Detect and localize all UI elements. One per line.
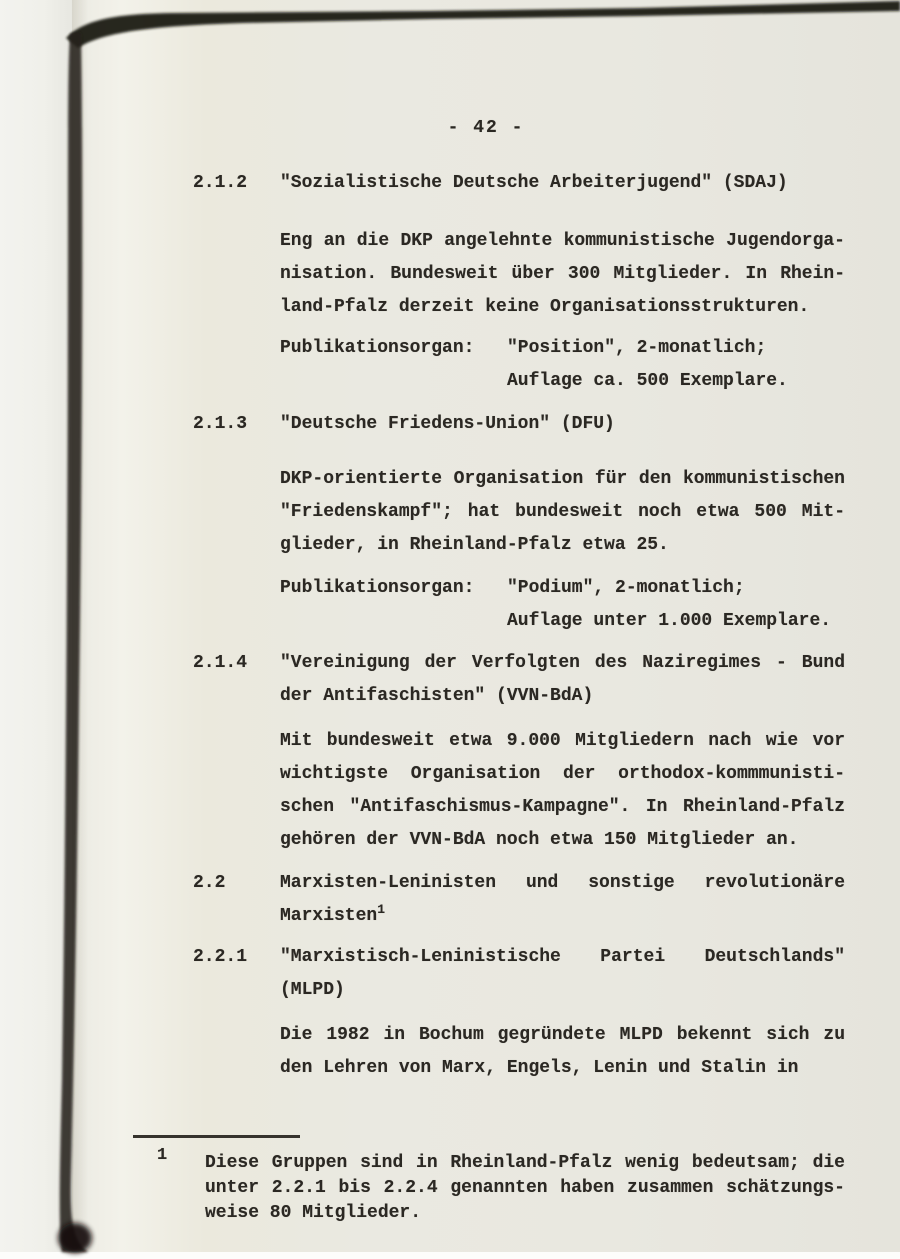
heading-line: "Vereinigung der Verfolgten des Naziregimes - Bund — [280, 653, 845, 673]
body-line: land-Pfalz derzeit keine Organisationsstrukturen. — [280, 297, 810, 317]
body-line: gehören der VVN-BdA noch etwa 150 Mitglieder an. — [280, 830, 799, 850]
body-line: DKP-orientierte Organisation für den kommunistischen — [280, 469, 845, 489]
paragraph — [193, 463, 845, 562]
heading-line: der Antifaschisten" (VVN-BdA) — [280, 686, 594, 706]
section — [193, 408, 845, 441]
publication-value-line: "Position", 2-monatlich; — [507, 338, 767, 358]
section-number: 2.1.4 — [193, 653, 248, 673]
section-number: 2.2 — [193, 873, 226, 893]
body-line: Eng an die DKP angelehnte kommunistische Jugendorga- — [280, 231, 845, 251]
footnote-line: Diese Gruppen sind in Rheinland-Pfalz wenig bedeutsam; die — [205, 1153, 845, 1173]
footnote-line: unter 2.2.1 bis 2.2.4 genannten haben zusammen schätzungs- — [205, 1178, 845, 1198]
heading-line: (MLPD) — [280, 980, 345, 1000]
footnote-ref: 1 — [377, 902, 386, 917]
section — [193, 867, 845, 933]
paragraph-text — [280, 1019, 845, 1085]
section-heading-text — [280, 408, 845, 441]
footnote-rule — [133, 1135, 300, 1138]
heading-line: Marxisten$^1$ — [280, 902, 386, 926]
body-line: den Lehren von Marx, Engels, Lenin und Stalin in — [280, 1058, 799, 1078]
body-line: glieder, in Rheinland-Pfalz etwa 25. — [280, 535, 669, 555]
publication-values — [507, 572, 852, 638]
footnote-line: weise 80 Mitglieder. — [205, 1203, 422, 1223]
section-heading-text — [280, 647, 845, 713]
section-number: 2.2.1 — [193, 947, 248, 967]
publication-value-line: Auflage unter 1.000 Exemplare. — [507, 611, 832, 631]
section-number: 2.1.3 — [193, 414, 248, 434]
footnote-marker: 1 — [157, 1146, 168, 1165]
publication-value-line: "Podium", 2-monatlich; — [507, 578, 745, 598]
publication-values — [507, 332, 852, 398]
publication-label: Publikationsorgan: — [280, 578, 475, 598]
section — [193, 167, 845, 200]
body-line: "Friedenskampf"; hat bundesweit noch etwa 500 Mit- — [280, 502, 845, 522]
heading-line: Marxisten-Leninisten und sonstige revolutionäre — [280, 873, 845, 893]
heading-line: "Sozialistische Deutsche Arbeiterjugend" (SDAJ) — [280, 173, 788, 193]
heading-line: "Deutsche Friedens-Union" (DFU) — [280, 414, 615, 434]
publication-block — [280, 572, 852, 638]
section-number: 2.1.2 — [193, 173, 248, 193]
body-line: Mit bundesweit etwa 9.000 Mitgliedern nach wie vor — [280, 731, 845, 751]
publication-value-line: Auflage ca. 500 Exemplare. — [507, 371, 788, 391]
section — [193, 941, 845, 1007]
body-line: wichtigste Organisation der orthodox-kommmunisti- — [280, 764, 845, 784]
paragraph-text — [280, 225, 845, 324]
heading-line: "Marxistisch-Leninistische Partei Deutschlands" — [280, 947, 845, 967]
section-heading-text — [280, 941, 845, 1007]
section-heading-text — [280, 167, 845, 200]
footnote — [205, 1151, 845, 1226]
publication-block — [280, 332, 852, 398]
body-line: nisation. Bundesweit über 300 Mitglieder. In Rhein- — [280, 264, 845, 284]
paragraph-text — [280, 463, 845, 562]
section-heading-text — [280, 867, 845, 933]
paragraph — [193, 1019, 845, 1085]
body-line: schen "Antifaschismus-Kampagne". In Rheinland-Pfalz — [280, 797, 845, 817]
paragraph — [193, 225, 845, 324]
publication-label: Publikationsorgan: — [280, 338, 475, 358]
body-line: Die 1982 in Bochum gegründete MLPD bekennt sich zu — [280, 1025, 845, 1045]
page-number: - 42 - — [447, 118, 525, 138]
section — [193, 647, 845, 713]
paragraph — [193, 725, 845, 857]
paragraph-text — [280, 725, 845, 857]
